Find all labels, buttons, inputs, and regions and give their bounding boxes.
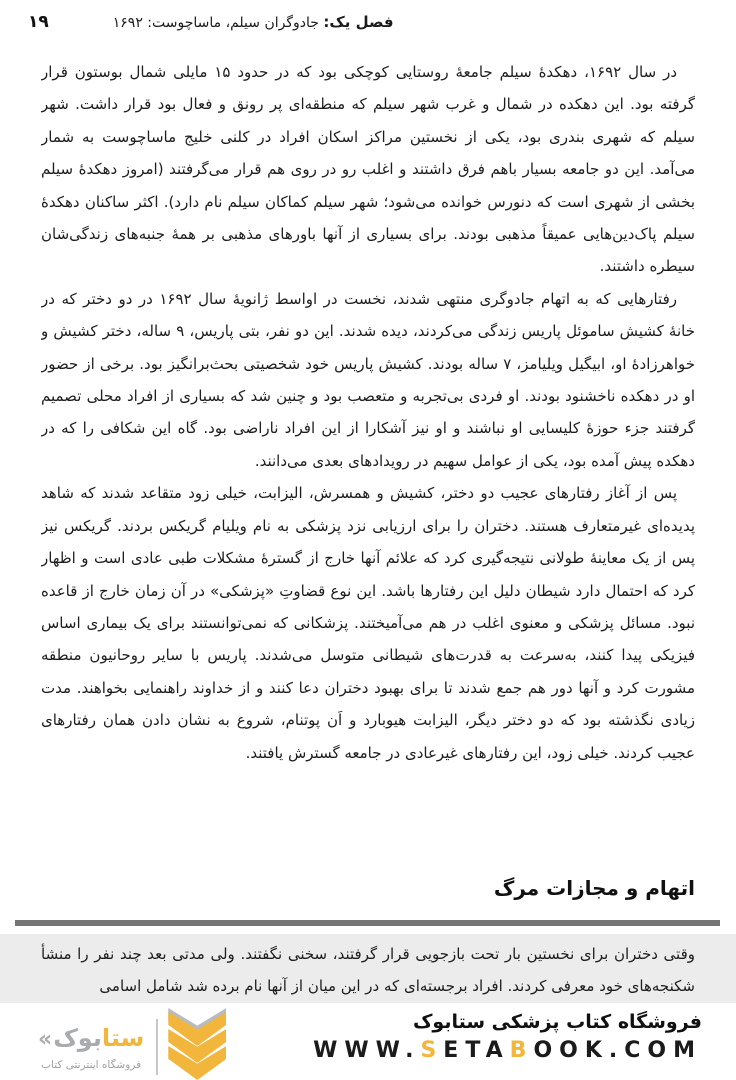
website-segment: B (509, 1038, 534, 1063)
page-number: ۱۹ (28, 12, 49, 32)
store-name: فروشگاه کتاب پزشکی ستابوک (412, 1011, 702, 1033)
paragraph: در سال ۱۶۹۲، دهکدهٔ سیلم جامعهٔ روستایی کوچکی بود که در حدود ۱۵ مایلی شمال بوستون قرار گرفته بود. این دهکده در شمال و غرب شهر سیلم که منطقه‌ای پر رونق و فعال بود قرار داشت. شهر سیلم که شهری بندری بود، یکی از نخستین مراکز اسکان افراد در کلنی خلیج ماساچوست به شمار می‌آمد. این دو جامعه بسیار باهم فرق داشتند و اغلب رو در روی هم قرار می‌گرفتند (امروز دهکدهٔ سیلم بخشی از شهری است که دنورس خوانده می‌شود؛ شهر سیلم کماکان سیلم نام دارد). اکثر ساکنان دهکدهٔ سیلم پاک‌دین‌هایی عمیقاً مذهبی بودند. برای بسیاری از آنها باورهای مذهبی بر همهٔ جنبه‌های زندگی‌شان سیطره داشتند. (41, 63, 695, 276)
paragraph: پس از آغاز رفتارهای عجیب دو دختر، کشیش و همسرش، الیزابت، خیلی زود متقاعد شدند که شاهد پدیده‌ای غیرمتعارف هستند. دختران را برای ارزیابی نزد پزشکی به نام ویلیام گریکس بردند. گریکس نیز پس از یک معاینهٔ طولانی نتیجه‌گیری کرد که علائم آنها خارج از گسترهٔ مشکلات طبی عادی است و اظهار کرد که احتمال دارد شیطان دلیل این رفتارها باشد. این نوع قضاوتِ «پزشکی» در آن زمان خارج از قاعده نبود. مسائل پزشکی و معنوی اغلب در هم می‌آمیختند. پزشکانی که نمی‌توانستند برای یک بیماری اساس فیزیکی پیدا کنند، به‌سرعت به قدرت‌های شیطانی متوسل می‌شدند. پاریس با سایر روحانیون منطقه مشورت کرد و آنها دور هم جمع شدند تا برای بهبود دختران دعا کنند و از خداوند راهنمایی بخواهند. مدت زیادی نگذشته بود که دو دختر دیگر، الیزابت هیوبارد و اَن پوتنام، شروع به نشان دادن همان رفتارهای عجیب کردند. خیلی زود، این رفتارهای غیرعادی در جامعه گسترش یافتند. (41, 484, 695, 762)
logo-wordmark (38, 1023, 144, 1055)
logo-tagline: فروشگاه اینترنتی کتاب (41, 1059, 142, 1071)
paragraph: وقتی دختران برای نخستین بار تحت بازجویی قرار گرفتند، سخنی نگفتند. ولی مدتی بعد چند نفر را منشأ شکنجه‌های خود معرفی کردند. افراد برجسته‌ای که در این میان از آنها نام برده شد شامل اسامی (41, 945, 695, 995)
wordmark-secondary: بوک (53, 1024, 102, 1052)
logo-textblock (38, 1023, 144, 1071)
running-head (113, 13, 394, 31)
paragraph: رفتارهایی که به اتهام جادوگری منتهی شدند، نخست در اواسط ژانویهٔ سال ۱۶۹۲ در دو دختر که در خانهٔ کشیش ساموئل پاریس زندگی می‌کردند، دیده شدند. این دو نفر، بتی پاریس، ۹ ساله، دختر کشیش و خواهرزادهٔ او، ابیگیل ویلیامز، ۷ ساله بودند. کشیش پاریس خود شخصیتی بحث‌برانگیز بود. برخی از حضور او در دهکده ناخشنود بودند. او فردی بی‌تجربه و متعصب بود و چنین شد که بسیاری از افراد محلی تصمیم گرفتند جزء حوزهٔ کلیسایی او نباشند و او نیز آشکارا از این افراد ناراضی بود. گاه این شکافی را که در دهکده پیش آمده بود، یکی از عوامل سهیم در رویدادهای بعدی می‌دانند. (41, 289, 695, 470)
website-segment: OOK (533, 1038, 609, 1063)
website-segment: ETA (443, 1038, 510, 1063)
chevron-emblem-icon (168, 1012, 226, 1080)
article-body (41, 56, 695, 864)
wordmark-primary: ستا (101, 1024, 145, 1052)
page-footer (0, 1003, 736, 1080)
chapter-title: جادوگران سیلم، ماساچوست: ۱۶۹۲ (112, 15, 319, 31)
website-segment: .COM (608, 1038, 702, 1063)
setabook-logo (38, 1012, 226, 1080)
continued-paragraph-strip (0, 934, 736, 1003)
website-segment: S (420, 1038, 444, 1063)
page-header (28, 12, 394, 32)
section-divider (15, 920, 720, 926)
website-url (313, 1038, 702, 1063)
section-heading: اتهام و مجازات مرگ (493, 876, 695, 900)
chapter-label: فصل یک: (323, 13, 394, 31)
guillemet-icon: « (38, 1027, 53, 1052)
logo-divider (156, 1019, 158, 1075)
website-segment: WWW. (313, 1038, 421, 1063)
store-info (313, 1011, 702, 1063)
